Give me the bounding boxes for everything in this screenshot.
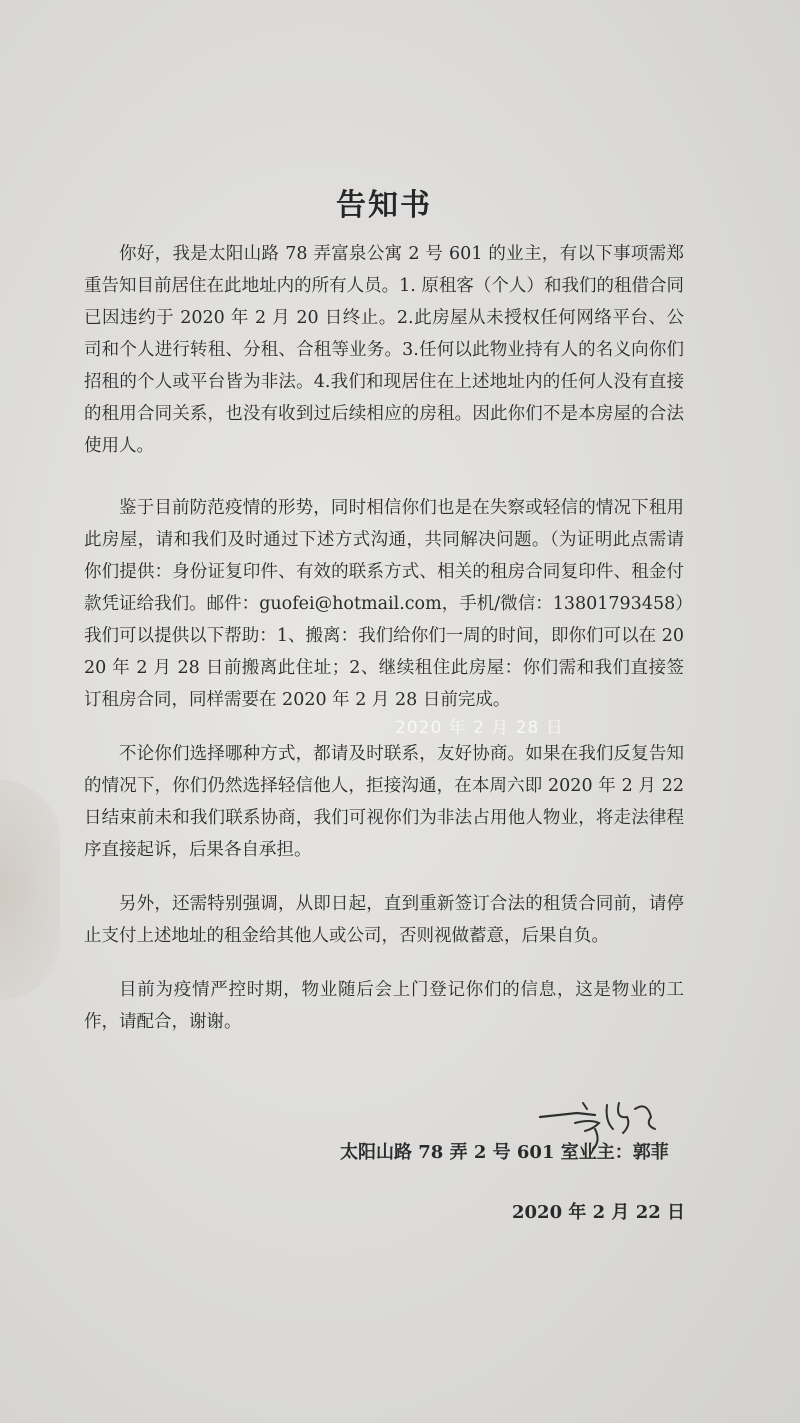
document-title: 告知书: [336, 188, 432, 223]
paragraph-3: 不论你们选择哪种方式，都请及时联系，友好协商。如果在我们反复告知的情况下，你们仍然选择轻信他人，拒接沟通，在本周六即 2020 年 2 月 22 日结束前未和我们联系协商，我们可视你们为非法占用他人物业，将走法律程序直接起诉，后果各自承担。: [84, 744, 684, 860]
paragraph-1: 你好，我是太阳山路 78 弄富泉公寓 2 号 601 的业主，有以下事项需郑重告知目前居住在此地址内的所有人员。1. 原租客（个人）和我们的租借合同已因违约于 2020 年 2 月 20 日终止。2.此房屋从未授权任何网络平台、公司和个人进行转租、分租、合租等业务。3.任何以此物业持有人的名义向你们招租的个人或平台皆为非法。4.我们和现居住在上述地址内的任何人没有直接的租用合同关系，也没有收到过后续相应的房租。因此你们不是本房屋的合法使用人。: [84, 244, 684, 456]
paragraph-4: 另外，还需特别强调，从即日起，直到重新签订合法的租赁合同前，请停止支付上述地址的租金给其他人或公司，否则视做蓄意，后果自负。: [84, 894, 684, 946]
paragraph-2: 鉴于目前防范疫情的形势，同时相信你们也是在失察或轻信的情况下租用此房屋，请和我们及时通过下述方式沟通，共同解决问题。（为证明此点需请你们提供：身份证复印件、有效的联系方式、相关的租房合同复印件、租金付款凭证给我们。邮件：guofei@hotmail.com，手机/微信：13801793458）我们可以提供以下帮助：1、搬离：我们给你们一周的时间，即你们可以在 2020 年 2 月 28 日前搬离此住址；2、继续租住此房屋：你们需和我们直接签订租房合同，同样需要在 2020 年 2 月 28 日前完成。: [84, 498, 684, 710]
paragraph-5: 目前为疫情严控时期，物业随后会上门登记你们的信息，这是物业的工作，请配合，谢谢。: [84, 980, 684, 1032]
finger-shadow: [0, 780, 60, 1000]
watermark-text: 2020 年 2 月 28 日: [395, 718, 564, 738]
signature-line: 太阳山路 78 弄 2 号 601 室业主：郭菲: [340, 1142, 669, 1163]
notice-document: [84, 180, 684, 1038]
signature-date: 2020 年 2 月 22 日: [512, 1202, 686, 1223]
